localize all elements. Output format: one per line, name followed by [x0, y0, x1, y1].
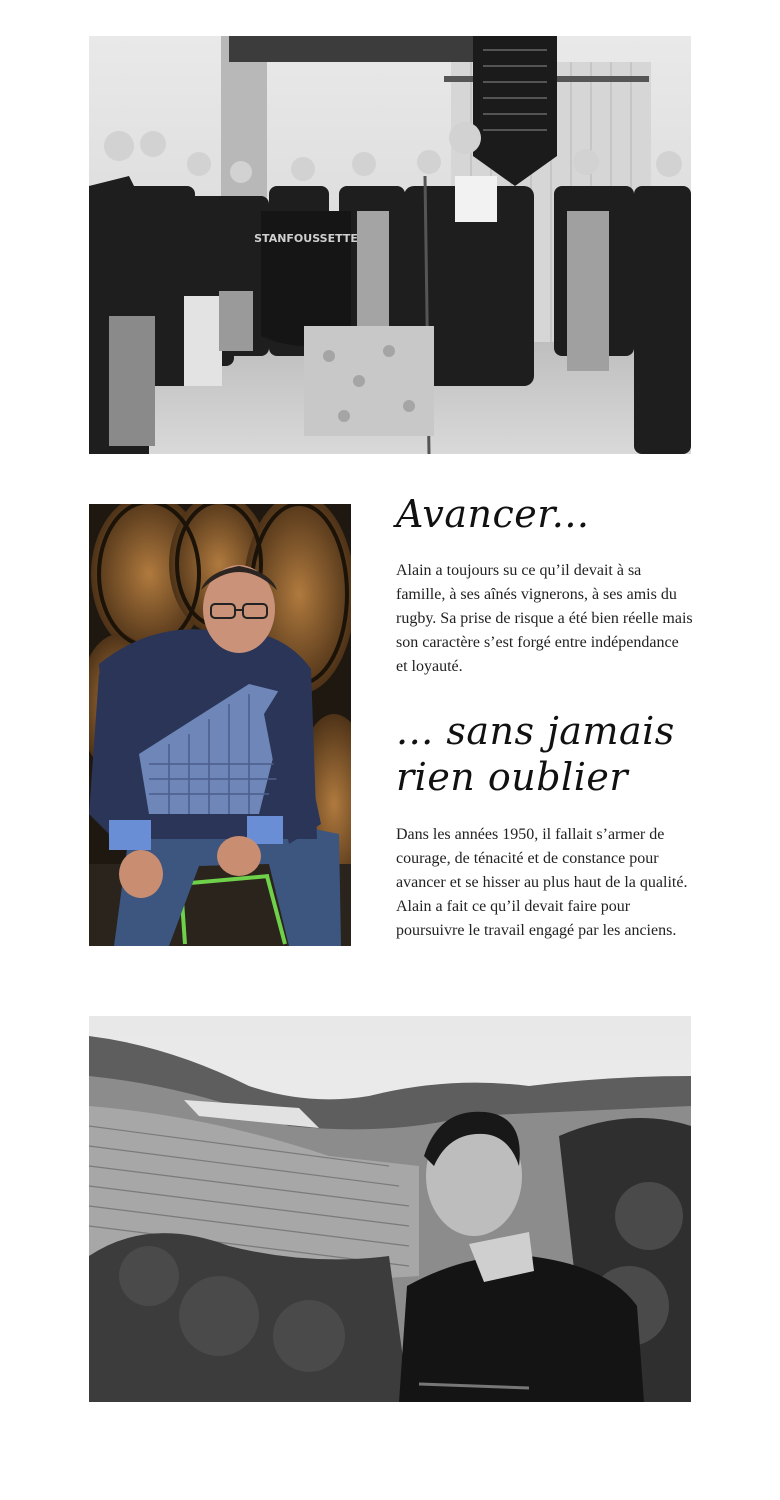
section-paragraph-sans-jamais: Dans les années 1950, il fallait s’armer de courage, de ténacité et de constance pour avancer et se hisser au plus haut de la qualité. Alain a fait ce qu’il devait faire pour poursuivre le travail engagé par les anciens. [396, 826, 688, 939]
ceremony-photo [89, 36, 691, 454]
vineyard-portrait-photo [89, 1016, 691, 1402]
ceremony-banner-text: STANFOUSSETTE [254, 232, 358, 245]
section-heading-avancer: Avancer... [396, 492, 590, 536]
section-heading-sans-jamais: ... sans jamais rien oublier [396, 709, 675, 799]
section-paragraph-avancer: Alain a toujours su ce qu’il devait à sa famille, à ses aînés vignerons, à ses amis du rugby. Sa prise de risque a été bien réelle mais son caractère s’est forgé entre indépendance et loyauté. [396, 562, 693, 675]
cellar-portrait-photo [89, 504, 351, 946]
